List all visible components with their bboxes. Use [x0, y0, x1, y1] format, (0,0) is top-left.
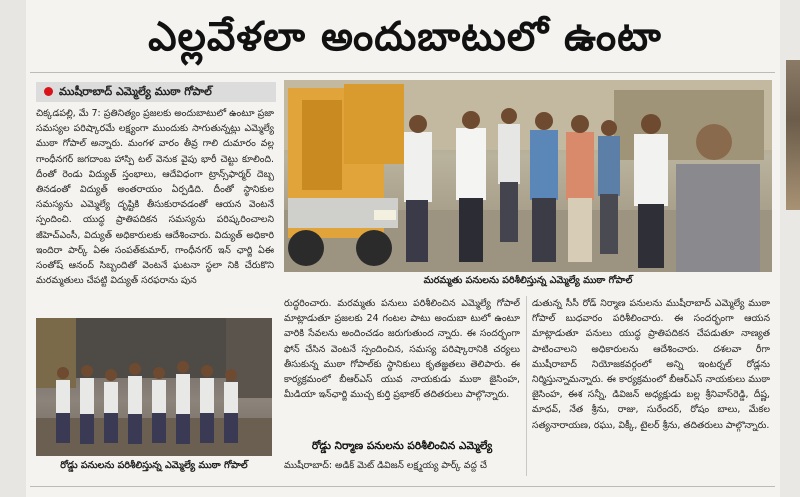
- column-divider: [526, 296, 527, 476]
- main-photo-caption: మరమ్మతు పనులను పరిశీలిస్తున్న ఎమ్మెల్యే ముఠా గోపాల్: [423, 275, 633, 286]
- column-1-text: చిక్కడపల్లి, మే 7: ప్రతినిత్యం ప్రజలకు అందుబాటులో ఉంటూ ప్రజా సమస్యల పరిష్కారమే లక్ష్యంగా ముందుకు సాగుతున్నట్లు ఎమ్మెల్యే ముఠా గోపాల్ అన్నారు. మంగళ వారం తీవ్ర గాలి దుమారం వల్ల గాంధీనగర్ జగదాంబ హాస్పి టల్ వెనుక వైపు భారీ చెట్టు కూలింది. దీంతో రెండు విద్యుత్ స్తంభాలు, ఆదేవిధంగా ట్రాన్స్‌ఫార్మర్ దెబ్బ తినడంతో విద్యుత్ అంతరాయం ఏర్పడిది. దీంతో స్థానికుల సమస్యను ఎమ్మెల్యే దృష్టికి తీసుకురావడంతో ఆయన వెంటనే స్పందించి. యుద్ధ ప్రాతిపదికన సమస్యను పరిష్కరించాలని జీహెచ్ఎంసీ, విద్యుత్ అధికారులకు ఆదేశించారు. విద్యుత్ అధికారి ఇందిరా పార్క్ ఏఈ సంపత్‌కుమార్, గాంధీనగర్ ఇన్ ఛార్జి ఏఈ సంతోష్ ఆనంద్ సిబ్బందితో వెంటనే ఘటనా స్థలా నికి చేరుకొని మరమ్మతులు చేపట్టి విద్యుత్ సరఫరాను పున: [36, 108, 274, 287]
- column-2-text: రుద్ధరించారు. మరమ్మతు పనులు పరిశీలించిన ఎమ్మెల్యే గోపాల్ మాట్లాడుతూ ప్రజలకు 24 గంటల పాటు అందుబా టులో ఉంటూ వారికి సేవలను అందించడం జరుగుతుంద న్నారు. ఈ సందర్భంగా ఫోన్ చేసిన వెంటనే స్పందించిన, సమస్య పరిష్కారానికి చర్యలు తీసుకున్న ముఠా గోపాల్‌కు స్థానికులు కృతజ్ఞతలు తెలిపారు. ఈ కార్యక్రమంలో బీఆర్ఎస్ యువ నాయకుడు ముఠా జైసింహ, మీడియా ఇన్‌ఛార్జి ముచ్చ కుర్తి ప్రభాకర్ తదితరులు పాల్గొన్నారు.: [284, 298, 520, 401]
- repair-works-photo: [284, 80, 772, 272]
- column-2-subhead: రోడ్డు నిర్మాణ పనులను పరిశీలించిన ఎమ్మెల్యే: [311, 440, 493, 452]
- kicker: [36, 82, 276, 102]
- article-column-3: [532, 296, 770, 478]
- road-works-photo: [36, 318, 272, 456]
- article-column-1: [36, 106, 274, 312]
- page-bottom-rule: [30, 486, 775, 487]
- headline: ఎల్లవేళలా అందుబాటులో ఉంటా: [148, 14, 662, 60]
- road-works-photo-drawing: [36, 318, 272, 456]
- article-column-2: [284, 296, 520, 436]
- left-photo-caption: రోడ్డు పనులను పరిశీలిస్తున్న ఎమ్మెల్యే ముఠా గోపాల్: [60, 460, 248, 471]
- headline-divider: [30, 72, 775, 73]
- column-2-tail: [284, 458, 520, 476]
- column-2-tail-text: ముషీరాబాద్: అడిక్ మెట్ డివిజన్ లక్ష్మయ్య పార్క్ వద్ద చే: [284, 460, 487, 471]
- left-margin: [0, 0, 26, 497]
- repair-works-photo-drawing: [284, 80, 772, 272]
- column-3-text: డుతున్న సీసీ రోడ్ నిర్మాణ పనులను ముషీరాబాద్ ఎమ్మెల్యే ముఠా గోపాల్ బుధవారం పరిశీలించారు. ఈ సందర్భంగా ఆయన మాట్లాడుతూ పనులు యుద్ధ ప్రాతిపదికన చేపడుతూ నాణ్యత పాటించాలని అధికారులను ఆదేశించారు. దశలవా రీగా ముషీరాబాద్ నియోజకవర్గంలో అన్ని ఇంటర్నల్ రోడ్లను నిర్మిస్తున్నామన్నారు. ఈ కార్యక్రమంలో బీఆర్ఎస్ నాయకులు ముఠా జైసింహ, ఈశ సన్నీ, డివిజన్ అధ్యక్షుడు బల్ల శ్రీనివాస్‌రెడ్డి, దీష్ణ, మాధవ్, నేత శ్రీను, రాజు, సురేందర్, రోషం బాలు, మేకల సత్యనారాయణ, రఘు, విక్కీ, టైలర్ శ్రీను, తదితరులు పాల్గొన్నారు.: [532, 298, 770, 431]
- red-dot-icon: [44, 87, 53, 96]
- adjacent-article-photo: [786, 60, 800, 210]
- kicker-label: ముషీరాబాద్ ఎమ్మెల్యే ముఠా గోపాల్: [59, 85, 212, 98]
